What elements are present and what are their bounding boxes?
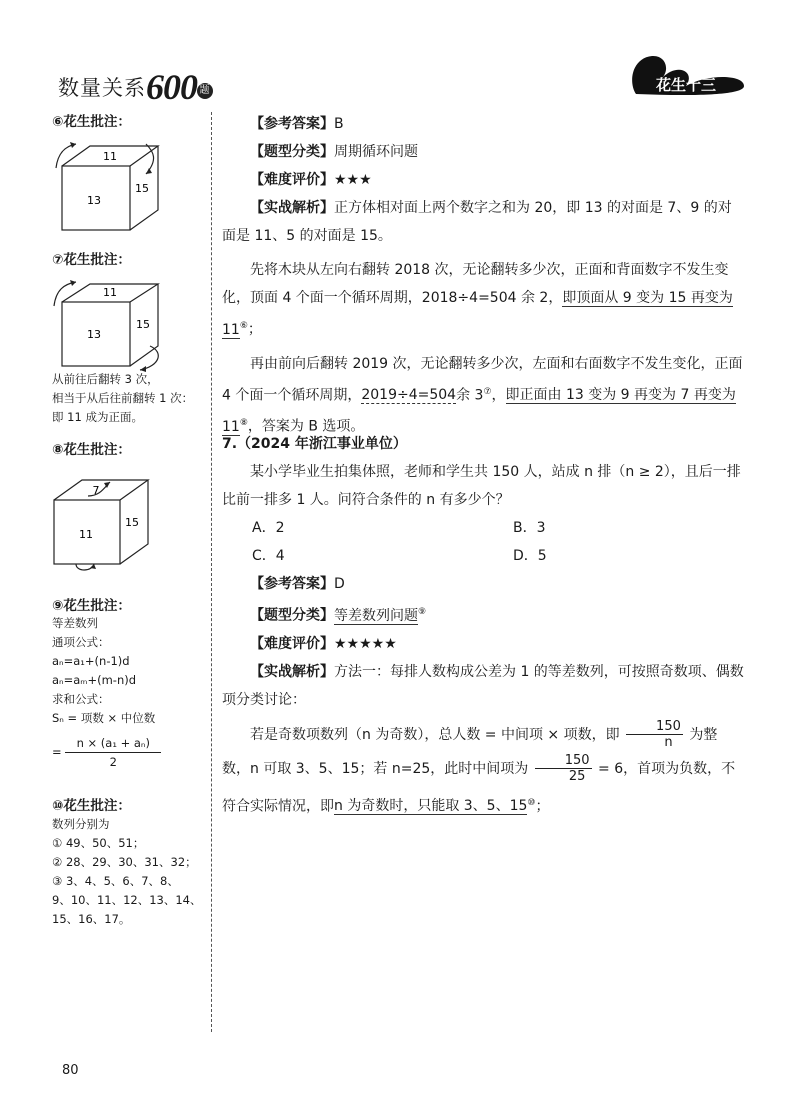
q7-options-row1: [222, 514, 744, 542]
note-8-heading: ⑧花生批注：: [52, 442, 131, 458]
cube7-top-label: 11: [103, 286, 117, 299]
note-9-text: 等差数列 通项公式： aₙ=a₁+(n-1)d aₙ=aₘ+(m-n)d 求和公式： Sₙ = 项数 × 中位数 = $\frac{\text{n × (a₁ + aₙ)}}{2}$: [52, 614, 202, 771]
q7-options-row2: [222, 542, 744, 570]
note-10-text: 数列分别为 ① 49、50、51； ② 28、29、30、31、32； ③ 3、4、5、6、7、8、 9、10、11、12、13、14、 15、16、17。: [52, 817, 202, 926]
cube-diagram-8: [48, 472, 158, 572]
q6-solution: 【参考答案】B 【题型分类】周期循环问题 【难度评价】★★★ 【实战解析】正方体相对面上两个数字之和为 20，即 13 的对面是 7、9 的对面是 11、5 的对面是 15。 先将木块从左向右翻转 2018 次，无论翻转多少次，正面和背面数字不发生变化，顶面 4 个面一个循环周期，2018÷4=504 余 2，即顶面从 9 变为 15 再变为 11⑥； 再由前向后翻转 2019 次，无论翻转多少次，左面和右面数字不发生变化，正面 4 个面一个循环周期，2019÷4=504余 3⑦，即正面由 13 变为 9 再变为 7 再变为 11⑧，答案为 B 选项。: [222, 116, 743, 435]
book-title: 数量关系600 题: [58, 62, 213, 104]
brand-logo: [626, 52, 748, 98]
note-7-text: 从前往后翻转 3 次， 相当于从后往前翻转 1 次： 即 11 成为正面。: [52, 372, 194, 424]
cube7-right-label: 15: [136, 318, 150, 331]
option-a: A．2: [252, 520, 285, 536]
cube-diagram-7: [50, 280, 160, 376]
option-c: C．4: [252, 548, 285, 564]
option-b: B．3: [513, 520, 546, 536]
page-number: 80: [62, 1063, 79, 1078]
q7: 7.（2024 年浙江事业单位） 某小学毕业生拍集体照，老师和学生共 150 人，站成 n 排（n ≥ 2），且后一排比前一排多 1 人。问符合条件的 n 有多少个？ A．2 B．3 C．4 D．5 【参考答案】D 【题型分类】等差数列问题⑨ 【难度评价】★★★★★ 【实战解析】方法一：每排人数构成公差为 1 的等差数列，可按照奇数项、偶数项分类讨论： 若是奇数项数列（n 为奇数），总人数 = 中间项 × 项数，即 $\frac{150}{n}$ 为整数，n 可取 3、5、15；若 n=25，此时中间项为 $\frac{150}{25}$ = 6，首项为负数，不符合实际情况，即n 为奇数时，只能取 3、5、15⑩；: [222, 430, 744, 823]
column-divider: [211, 112, 212, 1032]
cube8-right-label: 15: [125, 516, 139, 529]
cube-diagram-6: [50, 138, 160, 238]
note-6-heading: ⑥花生批注：: [52, 114, 131, 130]
logo-text: 花生十三: [656, 76, 717, 94]
cube6-right-label: 15: [135, 182, 149, 195]
cube8-top-label: 7: [92, 484, 100, 497]
note-9-heading: ⑨花生批注：: [52, 598, 131, 614]
note-7-heading: ⑦花生批注：: [52, 252, 131, 268]
option-d: D．5: [513, 548, 547, 564]
cube6-top-label: 11: [103, 150, 117, 163]
fraction-150-n: $\frac{150}{n}$: [626, 719, 683, 750]
cube8-front-label: 11: [79, 528, 93, 541]
note-10-heading: ⑩花生批注：: [52, 798, 131, 814]
q7-stem: 某小学毕业生拍集体照，老师和学生共 150 人，站成 n 排（n ≥ 2），且后一排比前一排多 1 人。问符合条件的 n 有多少个？: [222, 464, 741, 508]
cube6-front-label: 13: [87, 194, 101, 207]
fraction-150-25: $\frac{150}{25}$: [535, 753, 592, 784]
q7-title: 7.（2024 年浙江事业单位）: [222, 436, 407, 452]
cube7-front-label: 13: [87, 328, 101, 341]
